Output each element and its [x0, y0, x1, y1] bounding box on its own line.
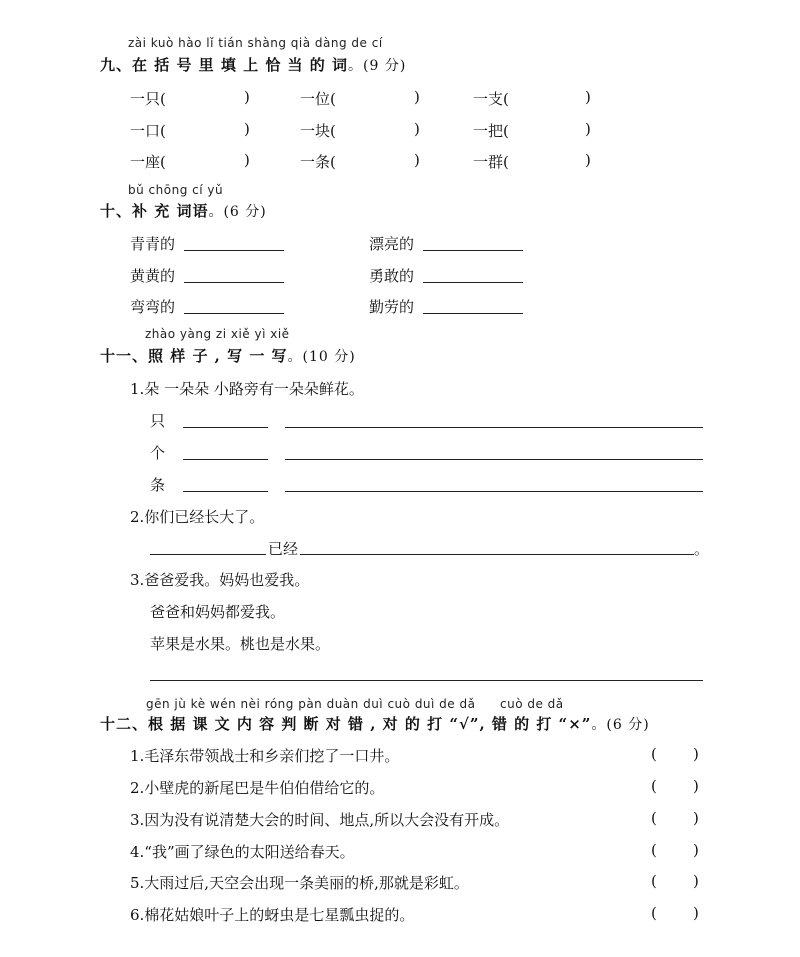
sec11-q2-mid: 已经: [268, 540, 299, 558]
sec9-item-9: 一群(: [473, 153, 509, 171]
sec12-item-6-open: (: [651, 904, 657, 922]
sec11-q1-blank-short-2[interactable]: [183, 459, 268, 460]
sec11-q1-prompt: 1.朵 一朵朵 小路旁有一朵朵鲜花。: [130, 380, 364, 398]
sec9-item-8-close: ): [414, 151, 420, 169]
sec11-q3-task: 苹果是水果。桃也是水果。: [150, 635, 331, 653]
sec12-heading: [100, 713, 650, 734]
sec9-item-3-close: ): [585, 88, 591, 106]
sec12-item-1-close: ): [693, 745, 699, 763]
sec11-q1-char-1: 只: [150, 412, 166, 430]
sec11-q1-blank-long-3[interactable]: [285, 491, 703, 492]
sec9-item-9-close: ): [585, 151, 591, 169]
sec12-item-6: 6.棉花姑娘叶子上的蚜虫是七星瓢虫捉的。: [130, 906, 415, 924]
sec11-q1-char-3: 条: [150, 476, 166, 494]
sec9-pinyin: zài kuò hào lǐ tián shàng qià dàng de cí: [128, 36, 383, 50]
sec10-word-2: 漂亮的: [369, 235, 415, 253]
sec9-item-1: 一只(: [130, 90, 166, 108]
sec11-q1-blank-long-2[interactable]: [285, 459, 703, 460]
sec10-word-5: 弯弯的: [130, 298, 176, 316]
sec11-title: 十一、照 样 子 , 写 一 写: [100, 347, 288, 365]
sec10-word-1: 青青的: [130, 235, 176, 253]
sec9-item-2: 一位(: [300, 90, 336, 108]
sec10-pinyin: bǔ chōng cí yǔ: [128, 183, 224, 197]
sec11-score: 。(10 分): [287, 349, 356, 365]
sec12-item-5-open: (: [651, 872, 657, 890]
sec11-q2-prompt: 2.你们已经长大了。: [130, 508, 265, 526]
sec9-item-2-close: ): [414, 88, 420, 106]
sec12-pinyin-a: gēn jù kè wén nèi róng pàn duàn duì cuò duì de dǎ: [146, 697, 476, 711]
sec12-item-2-close: ): [693, 777, 699, 795]
sec12-item-5-close: ): [693, 872, 699, 890]
sec10-score: 。(6 分): [208, 204, 267, 220]
sec9-item-6: 一把(: [473, 122, 509, 140]
sec10-blank-6[interactable]: [423, 313, 523, 314]
sec9-item-1-close: ): [244, 88, 250, 106]
sec9-item-7-close: ): [244, 151, 250, 169]
sec10-word-4: 勇敢的: [369, 267, 415, 285]
sec12-title: 十二、根 据 课 文 内 容 判 断 对 错 , 对 的 打 “√”, 错 的 打 “×”: [100, 715, 592, 733]
sec10-title: 十、补 充 词语: [100, 202, 209, 220]
sec9-item-5-close: ): [414, 120, 420, 138]
sec10-word-3: 黄黄的: [130, 267, 176, 285]
sec12-score: 。(6 分): [591, 717, 650, 733]
sec12-item-1: 1.毛泽东带领战士和乡亲们挖了一口井。: [130, 747, 400, 765]
sec12-item-3-close: ): [693, 809, 699, 827]
sec12-item-1-open: (: [651, 745, 657, 763]
sec12-pinyin-b: cuò de dǎ: [500, 697, 564, 711]
sec11-pinyin: zhào yàng zi xiě yì xiě: [145, 327, 290, 341]
sec12-item-5: 5.大雨过后,天空会出现一条美丽的桥,那就是彩虹。: [130, 874, 469, 892]
sec11-q3-blank[interactable]: [150, 680, 703, 681]
sec9-item-4-close: ): [244, 120, 250, 138]
sec12-item-2-open: (: [651, 777, 657, 795]
sec12-item-6-close: ): [693, 904, 699, 922]
sec9-heading: [100, 54, 406, 75]
sec12-item-3-open: (: [651, 809, 657, 827]
sec9-item-5: 一块(: [300, 122, 336, 140]
sec9-item-4: 一口(: [130, 122, 166, 140]
sec11-q2-end: 。: [694, 540, 710, 558]
sec9-score: 。(9 分): [348, 58, 407, 74]
sec12-item-4-close: ): [693, 841, 699, 859]
sec11-q1-char-2: 个: [150, 444, 166, 462]
sec10-blank-4[interactable]: [423, 282, 523, 283]
sec11-q3-prompt: 3.爸爸爱我。妈妈也爱我。: [130, 571, 310, 589]
sec9-item-7: 一座(: [130, 153, 166, 171]
sec10-blank-1[interactable]: [184, 250, 284, 251]
sec10-word-6: 勤劳的: [369, 298, 415, 316]
sec11-q2-blank-1[interactable]: [150, 554, 266, 555]
sec11-q2-blank-2[interactable]: [300, 554, 694, 555]
sec11-q1-blank-short-1[interactable]: [183, 427, 268, 428]
sec9-item-8: 一条(: [300, 153, 336, 171]
sec11-q1-blank-long-1[interactable]: [285, 427, 703, 428]
sec11-q1-blank-short-3[interactable]: [183, 491, 268, 492]
sec10-heading: [100, 200, 267, 221]
sec10-blank-5[interactable]: [184, 313, 284, 314]
sec11-q3-example: 爸爸和妈妈都爱我。: [150, 603, 286, 621]
sec12-item-3: 3.因为没有说清楚大会的时间、地点,所以大会没有开成。: [130, 811, 510, 829]
sec11-heading: [100, 345, 356, 366]
sec9-title: 九、在 括 号 里 填 上 恰 当 的 词: [100, 56, 349, 74]
sec9-item-3: 一支(: [473, 90, 509, 108]
sec10-blank-2[interactable]: [423, 250, 523, 251]
sec12-item-4: 4.“我”画了绿色的太阳送给春天。: [130, 843, 355, 861]
sec12-item-4-open: (: [651, 841, 657, 859]
sec12-item-2: 2.小壁虎的新尾巴是牛伯伯借给它的。: [130, 779, 385, 797]
sec10-blank-3[interactable]: [184, 282, 284, 283]
sec9-item-6-close: ): [585, 120, 591, 138]
